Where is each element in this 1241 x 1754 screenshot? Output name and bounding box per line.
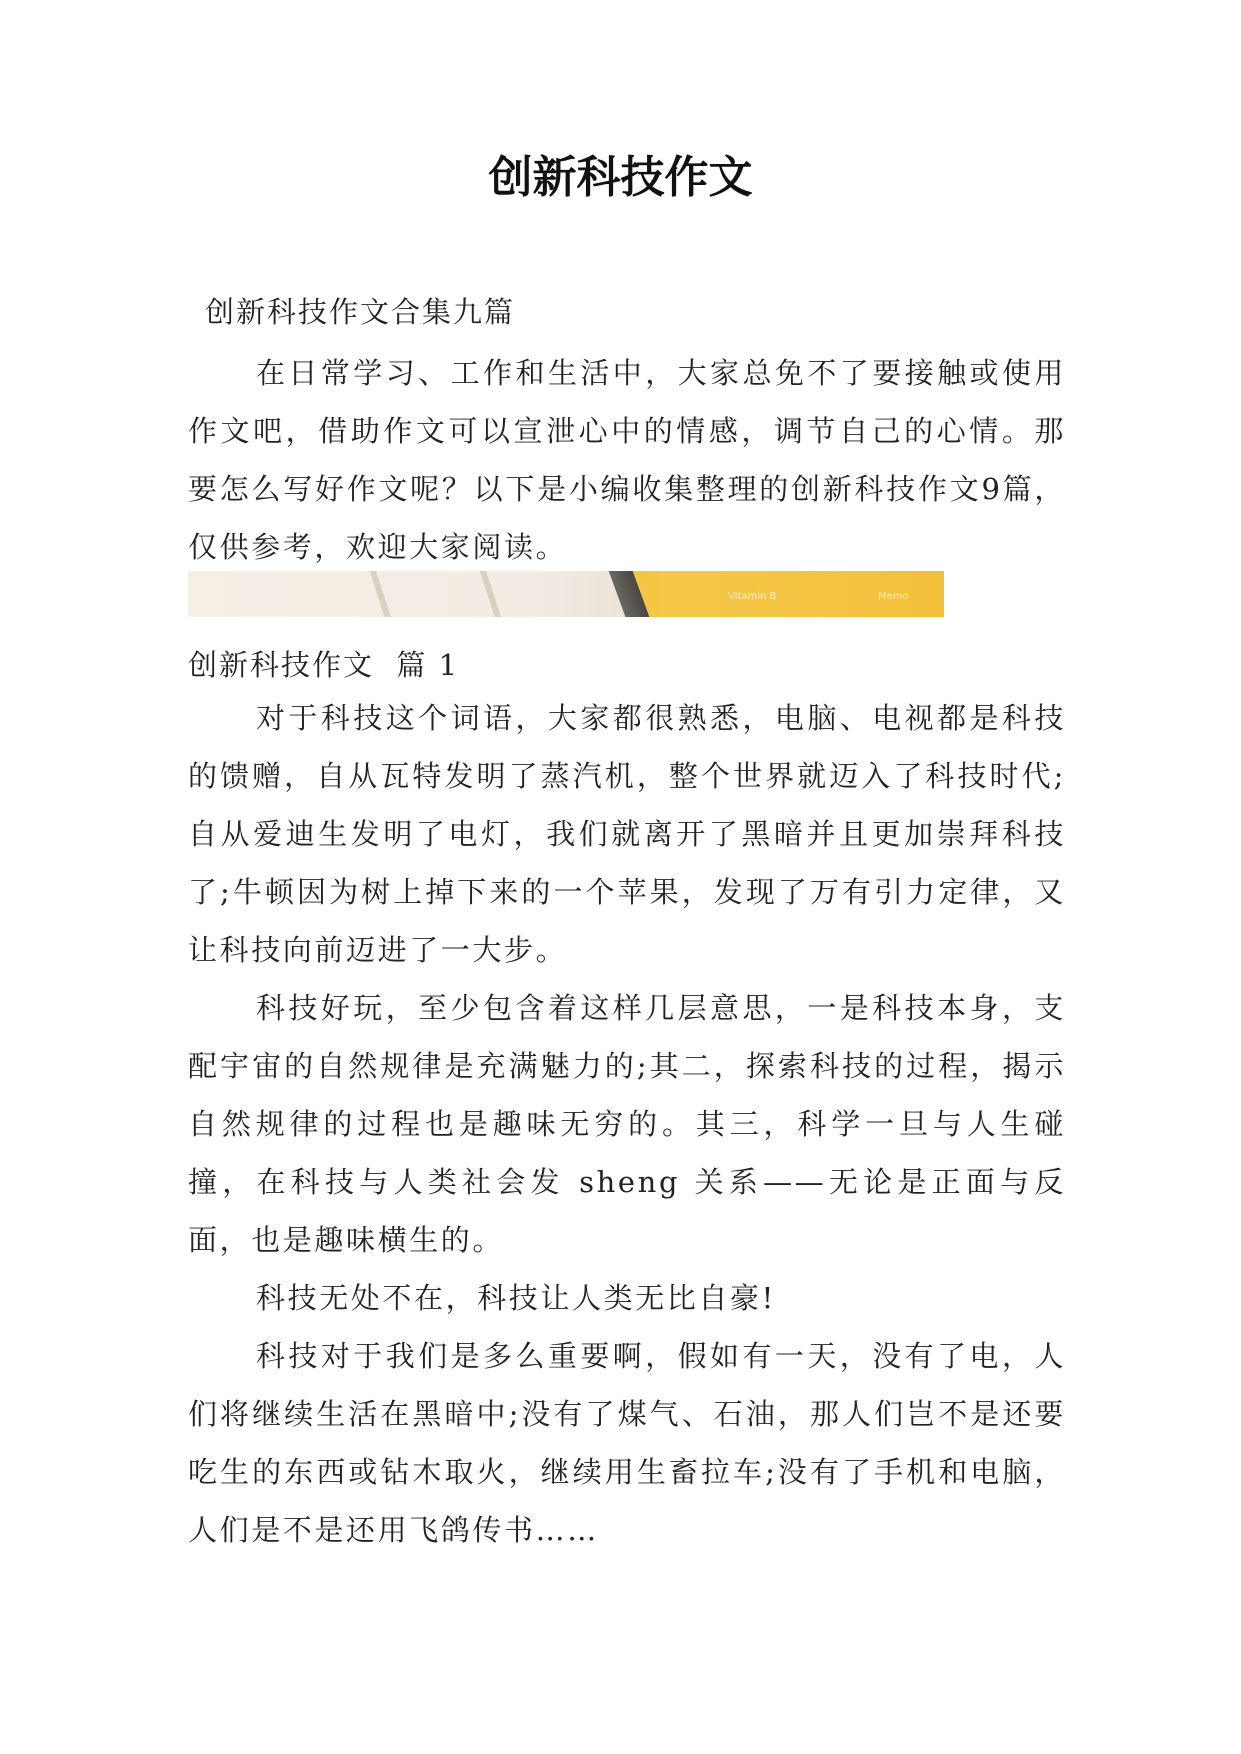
document-subtitle: 创新科技作文合集九篇 — [205, 295, 516, 329]
body-paragraph: 对于科技这个词语，大家都很熟悉，电脑、电视都是科技的馈赠，自从瓦特发明了蒸汽机，整个世界就迈入了科技时代;自从爱迪生发明了电灯，我们就离开了黑暗并且更加崇拜科技了;牛顿因为树上掉下来的一个苹果，发现了万有引力定律，又让科技向前迈进了一大步。 — [188, 701, 1066, 967]
body-paragraph: 科技好玩，至少包含着这样几层意思，一是科技本身，支配宇宙的自然规律是充满魅力的;其二，探索科技的过程，揭示自然规律的过程也是趣味无穷的。其三，科学一旦与人生碰撞，在科技与人类社会发 sheng 关系——无论是正面与反面，也是趣味横生的。 — [188, 991, 1066, 1257]
banner-image — [188, 571, 944, 617]
banner-stripe — [477, 571, 504, 617]
body-paragraph: 科技对于我们是多么重要啊，假如有一天，没有了电，人们将继续生活在黑暗中;没有了煤气、石油，那人们岂不是还要吃生的东西或钻木取火，继续用生畜拉车;没有了手机和电脑，人们是不是还用飞鸽传书…… — [188, 1339, 1066, 1547]
intro-paragraph: 在日常学习、工作和生活中，大家总免不了要接触或使用作文吧，借助作文可以宣泄心中的情感，调节自己的心情。那要怎么写好作文呢？以下是小编收集整理的创新科技作文9篇，仅供参考，欢迎大家阅读。 — [188, 356, 1066, 564]
banner-stripe — [367, 571, 394, 617]
banner-label: Vitamin B — [728, 591, 777, 602]
body-paragraph: 科技无处不在，科技让人类无比自豪! — [256, 1281, 776, 1315]
section-heading: 创新科技作文 篇 1 — [188, 648, 460, 682]
banner-label: Memo — [878, 591, 909, 602]
page-title: 创新科技作文 — [488, 152, 753, 203]
